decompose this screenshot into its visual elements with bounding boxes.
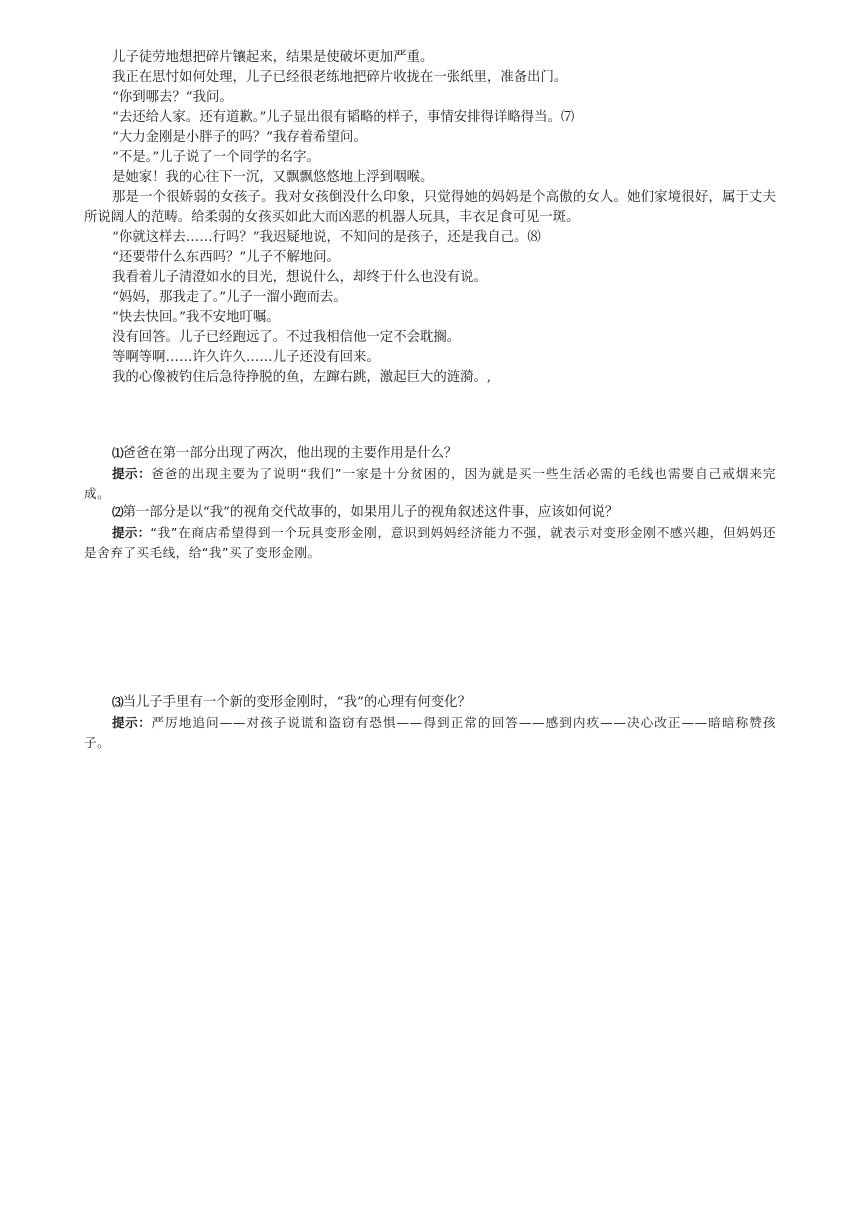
question-text [84, 692, 776, 713]
question-prompt: 第一部分是以“我”的视角交代故事的，如果用儿子的视角叙述这件事，应该如何说？ [122, 505, 619, 520]
hint-label: 提示： [112, 715, 152, 730]
story-paragraph: “不是。”儿子说了一个同学的名字。 [112, 150, 320, 165]
question-number: ⑴ [112, 446, 123, 460]
question-text [84, 443, 776, 464]
hint-label: 提示： [112, 525, 151, 540]
hint-text [84, 523, 776, 563]
story-paragraph: 我正在思忖如何处理，儿子已经很老练地把碎片收拢在一张纸里，准备出门。 [112, 70, 568, 85]
story-paragraph: 是她家！我的心往下一沉，又飘飘悠悠地上浮到咽喉。 [112, 170, 434, 185]
story-paragraph: 儿子徒劳地想把碎片镶起来，结果是使破坏更加严重。 [112, 50, 434, 65]
question-block-3 [84, 692, 776, 753]
story-paragraph: “妈妈，那我走了。”儿子一溜小跑而去。 [112, 290, 347, 305]
hint-body: 爸爸的出现主要为了说明“我们”一家是十分贫困的，因为就是买一些生活必需的毛线也需要自己戒烟来完成。 [84, 466, 776, 501]
hint-body: 严厉地追问——对孩子说谎和盗窃有恐惧——得到正常的回答——感到内疚——决心改正——暗暗称赞孩子。 [84, 715, 777, 750]
question-number: ⑶ [112, 695, 123, 709]
story-paragraph: “还要带什么东西吗？”儿子不解地问。 [112, 250, 340, 265]
question-block-1 [84, 443, 776, 504]
story-paragraph: 我看着儿子清澄如水的目光，想说什么，却终于什么也没有说。 [112, 270, 487, 285]
hint-body: “我”在商店希望得到一个玩具变形金刚，意识到妈妈经济能力不强，就表示对变形金刚不感兴趣，但妈妈还是舍弃了买毛线，给“我”买了变形金刚。 [84, 525, 776, 560]
story-paragraph: “你就这样去……行吗？”我迟疑地说，不知问的是孩子，还是我自己。⑻ [112, 230, 541, 245]
story-text [84, 48, 776, 388]
story-paragraph: 那是一个很娇弱的女孩子。我对女孩倒没什么印象，只觉得她的妈妈是个高傲的女人。她们家境很好，属于丈夫所说阔人的范畴。给柔弱的女孩买如此大而凶恶的机器人玩具，丰衣足食可见一斑。 [84, 190, 776, 225]
story-paragraph: 我的心像被钓住后急待挣脱的鱼，左蹿右跳，激起巨大的涟漪。, [112, 370, 492, 385]
story-paragraph: “快去快回。”我不安地叮嘱。 [112, 310, 280, 325]
question-number: ⑵ [112, 505, 123, 519]
story-paragraph: “你到哪去？”我问。 [112, 90, 233, 105]
hint-text [84, 464, 776, 504]
hint-text [84, 713, 776, 753]
story-paragraph: “大力金刚是小胖子的吗？”我存着希望问。 [112, 130, 367, 145]
question-text [84, 502, 776, 523]
question-prompt: 当儿子手里有一个新的变形金刚时，“我”的心理有何变化？ [122, 695, 471, 710]
story-paragraph: 没有回答。儿子已经跑远了。不过我相信他一定不会耽搁。 [112, 330, 461, 345]
story-paragraph: “去还给人家。还有道歉。”儿子显出很有韬略的样子，事情安排得详略得当。⑺ [112, 110, 575, 125]
question-block-2 [84, 502, 776, 563]
hint-label: 提示： [112, 466, 152, 481]
question-prompt: 爸爸在第一部分出现了两次，他出现的主要作用是什么？ [122, 446, 458, 461]
story-paragraph: 等啊等啊……许久许久……儿子还没有回来。 [112, 350, 380, 365]
